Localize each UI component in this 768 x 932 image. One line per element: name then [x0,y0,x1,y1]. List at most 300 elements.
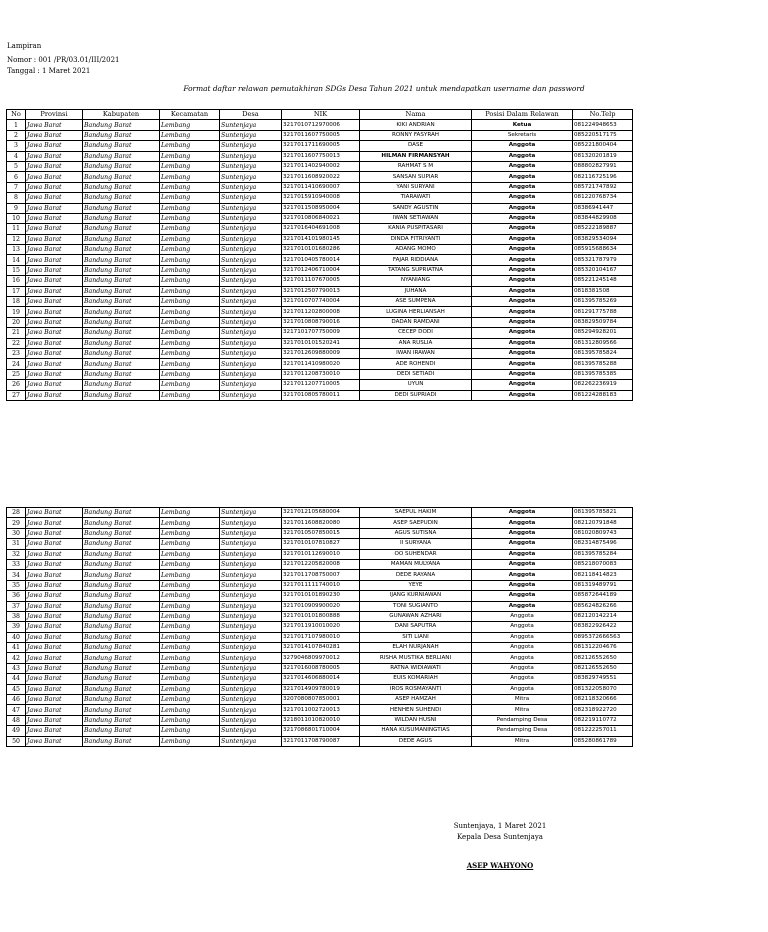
cell-desa: Suntenjaya [220,653,282,663]
cell-no: 43 [7,663,26,673]
cell-nik: 3217017107980010 [282,632,360,642]
cell-telp: 085721747892 [573,182,633,192]
cell-posisi: Sekretaris [472,130,573,140]
cell-telp: 085280861789 [573,736,633,746]
cell-kecamatan: Lembang [160,307,220,317]
cell-provinsi: Jawa Barat [26,348,83,358]
cell-nama: FAJAR RIDDIANA [360,255,472,265]
cell-nama: ADE ROHENDI [360,359,472,369]
cell-nama: LUGINA HERLIANSAH [360,307,472,317]
cell-kabupaten: Bandung Barat [83,695,160,705]
table-row [7,348,633,358]
cell-nik: 3217014606880014 [282,674,360,684]
cell-kabupaten: Bandung Barat [83,120,160,130]
cell-posisi: Anggota [472,653,573,663]
cell-desa: Suntenjaya [220,643,282,653]
cell-nama: DEDE RAYANA [360,570,472,580]
cell-desa: Suntenjaya [220,255,282,265]
cell-nik: 3217016404691008 [282,224,360,234]
cell-telp: 082118320666 [573,695,633,705]
cell-nama: RATNA WIDIAWATI [360,663,472,673]
cell-provinsi: Jawa Barat [26,213,83,223]
cell-desa: Suntenjaya [220,591,282,601]
cell-no: 28 [7,508,26,518]
cell-desa: Suntenjaya [220,297,282,307]
letter-date: Tanggal : 1 Maret 2021 [7,67,91,75]
cell-provinsi: Jawa Barat [26,726,83,736]
cell-no: 37 [7,601,26,611]
cell-no: 33 [7,559,26,569]
signature-place-date: Suntenjaya, 1 Maret 2021 [453,822,547,830]
cell-nik: 3217014909780019 [282,684,360,694]
cell-nik: 3217010707740004 [282,297,360,307]
cell-kecamatan: Lembang [160,549,220,559]
table-row [7,390,633,400]
cell-desa: Suntenjaya [220,559,282,569]
table-row [7,255,633,265]
cell-kecamatan: Lembang [160,622,220,632]
cell-nama: IJANG KURNIAWAN [360,591,472,601]
cell-nik: 3217010806840021 [282,213,360,223]
table-row [7,539,633,549]
table-row [7,663,633,673]
cell-provinsi: Jawa Barat [26,286,83,296]
cell-desa: Suntenjaya [220,695,282,705]
cell-desa: Suntenjaya [220,317,282,327]
cell-desa: Suntenjaya [220,265,282,275]
cell-nama: GUNAWAN AZHARI [360,611,472,621]
cell-kabupaten: Bandung Barat [83,559,160,569]
cell-desa: Suntenjaya [220,736,282,746]
cell-no: 4 [7,151,26,161]
cell-telp: 081319489791 [573,580,633,590]
cell-nik: 3217011202800008 [282,307,360,317]
cell-nik: 3217011607750005 [282,130,360,140]
cell-provinsi: Jawa Barat [26,570,83,580]
cell-desa: Suntenjaya [220,632,282,642]
cell-nik: 3217011111740010 [282,580,360,590]
cell-nik: 3217101707750009 [282,328,360,338]
cell-kecamatan: Lembang [160,736,220,746]
cell-kabupaten: Bandung Barat [83,390,160,400]
cell-provinsi: Jawa Barat [26,715,83,725]
cell-posisi: Anggota [472,611,573,621]
table-row [7,601,633,611]
cell-no: 7 [7,182,26,192]
cell-no: 40 [7,632,26,642]
cell-provinsi: Jawa Barat [26,390,83,400]
cell-nik: 3217011410980020 [282,359,360,369]
cell-nik: 3217014107840281 [282,643,360,653]
table-row [7,570,633,580]
cell-nik: 3217011002720013 [282,705,360,715]
cell-telp: 082318922720 [573,705,633,715]
cell-kecamatan: Lembang [160,684,220,694]
cell-nik: 3217011608820080 [282,518,360,528]
cell-posisi: Anggota [472,317,573,327]
cell-kabupaten: Bandung Barat [83,276,160,286]
cell-posisi: Anggota [472,338,573,348]
cell-desa: Suntenjaya [220,390,282,400]
cell-no: 45 [7,684,26,694]
document-subtitle: Format daftar relawan pemutakhiran SDGs Desa Tahun 2021 untuk mendapatkan username dan password [183,84,585,93]
cell-posisi: Anggota [472,307,573,317]
cell-no: 15 [7,265,26,275]
signature-name: ASEP WAHYONO [466,861,534,870]
cell-kecamatan: Lembang [160,508,220,518]
cell-kabupaten: Bandung Barat [83,286,160,296]
cell-kabupaten: Bandung Barat [83,328,160,338]
cell-posisi: Anggota [472,390,573,400]
cell-desa: Suntenjaya [220,359,282,369]
cell-provinsi: Jawa Barat [26,653,83,663]
cell-kecamatan: Lembang [160,591,220,601]
cell-desa: Suntenjaya [220,674,282,684]
volunteer-table-part1 [6,109,633,401]
cell-provinsi: Jawa Barat [26,684,83,694]
cell-desa: Suntenjaya [220,307,282,317]
table-row [7,580,633,590]
table-row [7,705,633,715]
cell-nik: 3217015910940008 [282,193,360,203]
col-header-posisi: Posisi Dalam Relawan [472,110,573,120]
cell-nik: 3217012609880009 [282,348,360,358]
cell-nik: 3217010712970006 [282,120,360,130]
cell-kabupaten: Bandung Barat [83,161,160,171]
table-row [7,213,633,223]
cell-desa: Suntenjaya [220,120,282,130]
table-row [7,380,633,390]
cell-nama: RISHA MUSTIKA BERLIANI [360,653,472,663]
cell-kecamatan: Lembang [160,234,220,244]
cell-no: 12 [7,234,26,244]
cell-posisi: Anggota [472,559,573,569]
cell-telp: 0895372666563 [573,632,633,642]
cell-kabupaten: Bandung Barat [83,508,160,518]
cell-posisi: Anggota [472,539,573,549]
cell-kabupaten: Bandung Barat [83,172,160,182]
cell-telp: 082120142214 [573,611,633,621]
cell-desa: Suntenjaya [220,380,282,390]
cell-provinsi: Jawa Barat [26,611,83,621]
cell-desa: Suntenjaya [220,338,282,348]
cell-desa: Suntenjaya [220,213,282,223]
cell-desa: Suntenjaya [220,518,282,528]
cell-posisi: Anggota [472,632,573,642]
table-row [7,508,633,518]
cell-provinsi: Jawa Barat [26,643,83,653]
cell-provinsi: Jawa Barat [26,182,83,192]
cell-telp: 081220768734 [573,193,633,203]
cell-posisi: Anggota [472,508,573,518]
cell-posisi: Pendamping Desa [472,715,573,725]
cell-kabupaten: Bandung Barat [83,297,160,307]
cell-posisi: Ketua [472,120,573,130]
cell-kabupaten: Bandung Barat [83,570,160,580]
cell-nama: KIKI ANDRIAN [360,120,472,130]
cell-kecamatan: Lembang [160,715,220,725]
cell-telp: 085321787979 [573,255,633,265]
cell-nama: HENHEN SUHENDI [360,705,472,715]
cell-provinsi: Jawa Barat [26,695,83,705]
cell-desa: Suntenjaya [220,570,282,580]
cell-desa: Suntenjaya [220,182,282,192]
col-header-kecamatan: Kecamatan [160,110,220,120]
table-row [7,643,633,653]
cell-provinsi: Jawa Barat [26,224,83,234]
cell-kecamatan: Lembang [160,245,220,255]
cell-telp: 081224288183 [573,390,633,400]
cell-nik: 3217010507850015 [282,528,360,538]
cell-nama: YANI SURYANI [360,182,472,192]
cell-posisi: Anggota [472,203,573,213]
cell-posisi: Anggota [472,224,573,234]
cell-kabupaten: Bandung Barat [83,736,160,746]
cell-nama: TONI SUGIANTO [360,601,472,611]
table-row [7,286,633,296]
cell-provinsi: Jawa Barat [26,580,83,590]
table-row [7,549,633,559]
cell-nama: IWAN IRAWAN [360,348,472,358]
table-row [7,276,633,286]
cell-nik: 3217010112690010 [282,549,360,559]
cell-no: 20 [7,317,26,327]
cell-kecamatan: Lembang [160,151,220,161]
cell-kabupaten: Bandung Barat [83,307,160,317]
cell-kabupaten: Bandung Barat [83,705,160,715]
cell-provinsi: Jawa Barat [26,161,83,171]
cell-provinsi: Jawa Barat [26,549,83,559]
cell-kecamatan: Lembang [160,193,220,203]
table-row [7,695,633,705]
cell-posisi: Anggota [472,182,573,192]
cell-desa: Suntenjaya [220,601,282,611]
cell-telp: 085872644189 [573,591,633,601]
cell-desa: Suntenjaya [220,151,282,161]
cell-provinsi: Jawa Barat [26,632,83,642]
cell-posisi: Anggota [472,172,573,182]
cell-nik: 3217012105680004 [282,508,360,518]
cell-posisi: Mitra [472,705,573,715]
cell-posisi: Mitra [472,736,573,746]
cell-telp: 083829509784 [573,317,633,327]
cell-kecamatan: Lembang [160,359,220,369]
cell-nik: 3217011208730010 [282,369,360,379]
col-header-nama: Nama [360,110,472,120]
cell-no: 14 [7,255,26,265]
cell-kecamatan: Lembang [160,161,220,171]
cell-telp: 083829749551 [573,674,633,684]
cell-provinsi: Jawa Barat [26,265,83,275]
table-row [7,369,633,379]
cell-desa: Suntenjaya [220,172,282,182]
cell-telp: 081224948653 [573,120,633,130]
cell-posisi: Anggota [472,161,573,171]
cell-no: 13 [7,245,26,255]
cell-nik: 3217016008780005 [282,663,360,673]
cell-telp: 08386941447 [573,203,633,213]
cell-nik: 3217011910010020 [282,622,360,632]
table-row [7,193,633,203]
cell-kecamatan: Lembang [160,141,220,151]
cell-telp: 081395785824 [573,348,633,358]
cell-nama: SAEPUL HAKIM [360,508,472,518]
cell-telp: 083844829908 [573,213,633,223]
cell-kecamatan: Lembang [160,390,220,400]
cell-posisi: Anggota [472,245,573,255]
cell-no: 22 [7,338,26,348]
cell-desa: Suntenjaya [220,161,282,171]
cell-kecamatan: Lembang [160,380,220,390]
cell-telp: 082262236919 [573,380,633,390]
cell-posisi: Anggota [472,141,573,151]
cell-nama: ELAH NURJANAH [360,643,472,653]
cell-kabupaten: Bandung Barat [83,348,160,358]
table-header-row [7,110,633,120]
cell-provinsi: Jawa Barat [26,663,83,673]
cell-nik: 3217010101680286 [282,245,360,255]
cell-kecamatan: Lembang [160,297,220,307]
cell-no: 30 [7,528,26,538]
cell-telp: 081395785269 [573,297,633,307]
table-row [7,726,633,736]
cell-nik: 3217010805780011 [282,390,360,400]
cell-kecamatan: Lembang [160,611,220,621]
cell-kecamatan: Lembang [160,570,220,580]
cell-nama: NYANIANG [360,276,472,286]
cell-nama: DINDA FITRIYANTI [360,234,472,244]
cell-provinsi: Jawa Barat [26,193,83,203]
cell-telp: 082120791848 [573,518,633,528]
cell-posisi: Anggota [472,348,573,358]
cell-posisi: Anggota [472,234,573,244]
cell-telp: 081395785385 [573,369,633,379]
cell-kabupaten: Bandung Barat [83,141,160,151]
cell-posisi: Anggota [472,528,573,538]
cell-provinsi: Jawa Barat [26,736,83,746]
cell-no: 23 [7,348,26,358]
cell-kecamatan: Lembang [160,130,220,140]
table-row [7,518,633,528]
cell-desa: Suntenjaya [220,234,282,244]
cell-nik: 3218011010820010 [282,715,360,725]
cell-kecamatan: Lembang [160,653,220,663]
table-row [7,338,633,348]
cell-desa: Suntenjaya [220,141,282,151]
cell-nama: OO SUHENDAR [360,549,472,559]
cell-posisi: Anggota [472,193,573,203]
cell-desa: Suntenjaya [220,684,282,694]
cell-posisi: Anggota [472,213,573,223]
cell-nama: ASE SUMPENA [360,297,472,307]
cell-kabupaten: Bandung Barat [83,234,160,244]
table-row [7,611,633,621]
cell-desa: Suntenjaya [220,528,282,538]
cell-desa: Suntenjaya [220,580,282,590]
cell-no: 17 [7,286,26,296]
cell-telp: 082219110772 [573,715,633,725]
cell-telp: 081312204676 [573,643,633,653]
cell-posisi: Anggota [472,518,573,528]
cell-telp: 085624826266 [573,601,633,611]
cell-no: 10 [7,213,26,223]
cell-nik: 3217011608920022 [282,172,360,182]
cell-nik: 3217014101980145 [282,234,360,244]
cell-desa: Suntenjaya [220,663,282,673]
cell-desa: Suntenjaya [220,224,282,234]
cell-nama: DEDE AGUS [360,736,472,746]
cell-kabupaten: Bandung Barat [83,338,160,348]
cell-provinsi: Jawa Barat [26,359,83,369]
cell-no: 42 [7,653,26,663]
cell-telp: 081395785821 [573,508,633,518]
cell-posisi: Anggota [472,380,573,390]
cell-provinsi: Jawa Barat [26,141,83,151]
volunteer-table-part2 [6,507,633,747]
cell-telp: 088802827991 [573,161,633,171]
cell-desa: Suntenjaya [220,508,282,518]
cell-kabupaten: Bandung Barat [83,528,160,538]
cell-provinsi: Jawa Barat [26,255,83,265]
cell-kabupaten: Bandung Barat [83,317,160,327]
cell-kabupaten: Bandung Barat [83,663,160,673]
table-row [7,297,633,307]
cell-kecamatan: Lembang [160,213,220,223]
cell-posisi: Anggota [472,151,573,161]
cell-kabupaten: Bandung Barat [83,359,160,369]
cell-desa: Suntenjaya [220,203,282,213]
cell-desa: Suntenjaya [220,705,282,715]
col-header-nik: NIK [282,110,360,120]
cell-kecamatan: Lembang [160,348,220,358]
cell-nama: TATANG SUPRIATNA [360,265,472,275]
cell-nama: DASE [360,141,472,151]
cell-kecamatan: Lembang [160,580,220,590]
cell-posisi: Anggota [472,570,573,580]
cell-posisi: Anggota [472,622,573,632]
cell-provinsi: Jawa Barat [26,674,83,684]
cell-kecamatan: Lembang [160,255,220,265]
cell-no: 46 [7,695,26,705]
table-row [7,141,633,151]
table-row [7,161,633,171]
cell-no: 39 [7,622,26,632]
cell-no: 3 [7,141,26,151]
col-header-no: No [7,110,26,120]
col-header-kabupaten: Kabupaten [83,110,160,120]
cell-kabupaten: Bandung Barat [83,715,160,725]
cell-no: 47 [7,705,26,715]
cell-nama: DEDI SUPRIADI [360,390,472,400]
cell-desa: Suntenjaya [220,539,282,549]
cell-provinsi: Jawa Barat [26,297,83,307]
cell-no: 1 [7,120,26,130]
cell-provinsi: Jawa Barat [26,601,83,611]
table-row [7,317,633,327]
cell-provinsi: Jawa Barat [26,328,83,338]
cell-no: 25 [7,369,26,379]
col-header-telp: No.Telp [573,110,633,120]
cell-kabupaten: Bandung Barat [83,213,160,223]
cell-nama: WILDAN HUSNI [360,715,472,725]
table-row [7,120,633,130]
cell-no: 11 [7,224,26,234]
cell-provinsi: Jawa Barat [26,120,83,130]
table-row [7,632,633,642]
cell-telp: 081322058070 [573,684,633,694]
table-row [7,265,633,275]
cell-kecamatan: Lembang [160,224,220,234]
